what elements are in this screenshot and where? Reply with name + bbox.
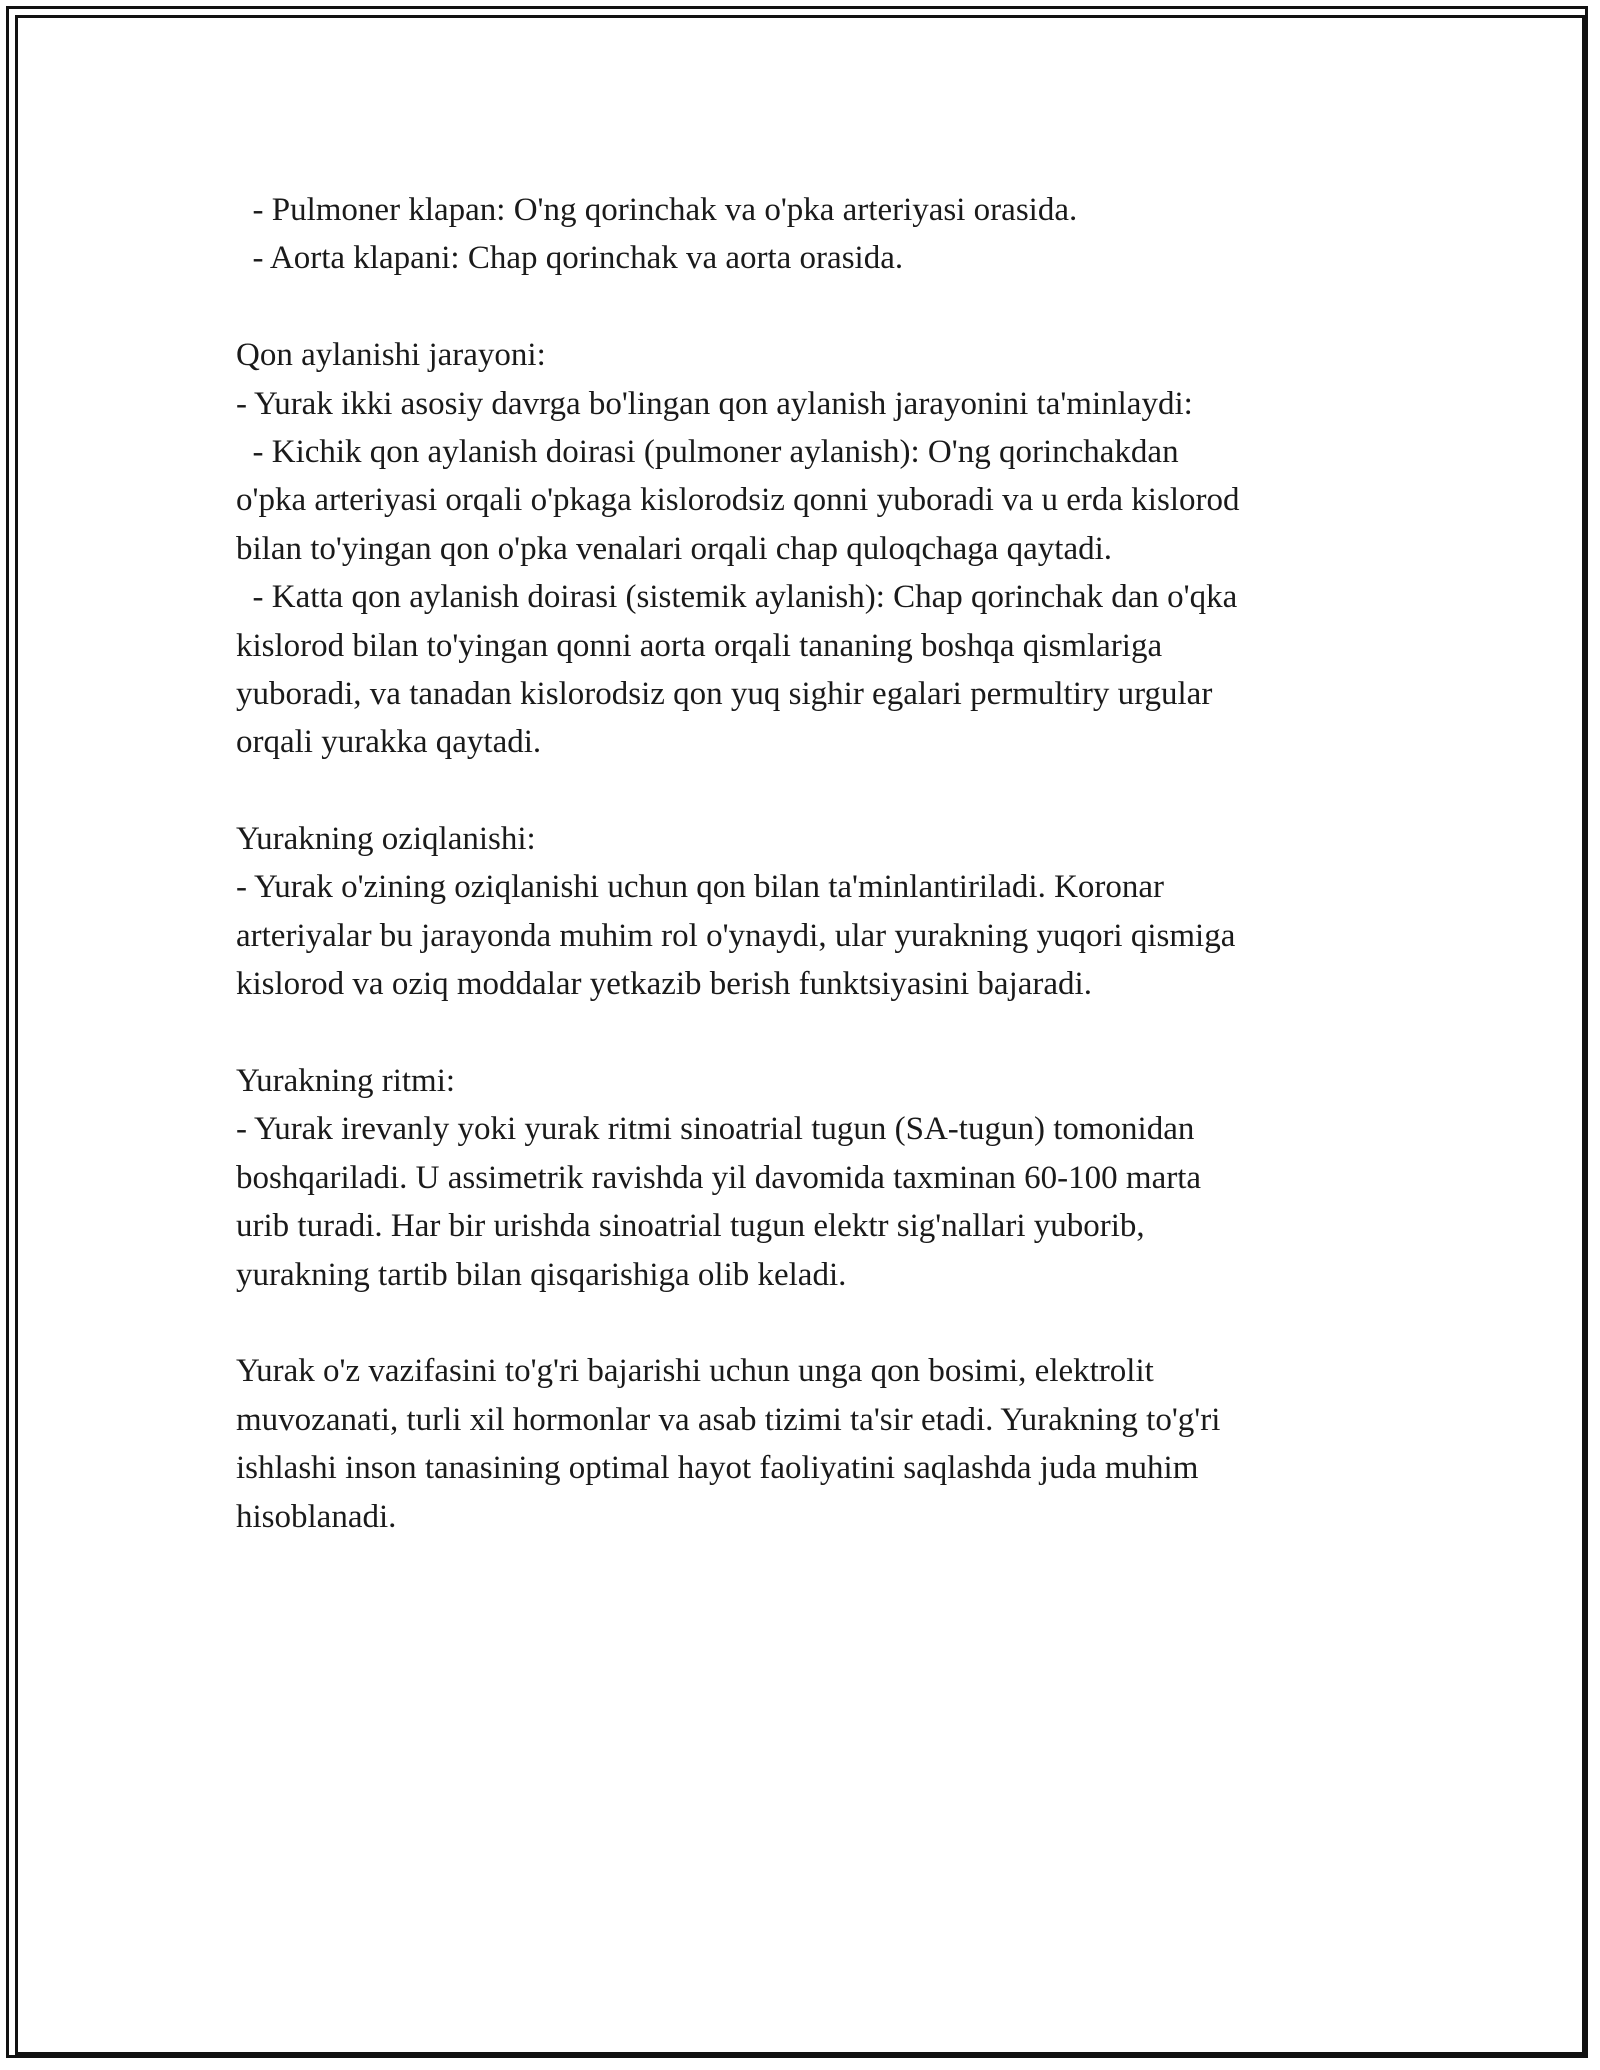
section-heading: Yurakning ritmi: bbox=[236, 1063, 456, 1100]
text-line: yurakning tartib bilan qisqarishiga olib keladi. bbox=[236, 1256, 847, 1293]
text-line: urib turadi. Har bir urishda sinoatrial tugun elektr sig'nallari yuborib, bbox=[236, 1208, 1145, 1245]
text-line: orqali yurakka qaytadi. bbox=[236, 724, 542, 761]
text-line: o'pka arteriyasi orqali o'pkaga kislorodsiz qonni yuboradi va u erda kislorod bbox=[236, 482, 1240, 519]
paragraph-gap bbox=[236, 767, 1376, 815]
section-circulation bbox=[236, 331, 1376, 767]
text-line: - Yurak irevanly yoki yurak ritmi sinoatrial tugun (SA-tugun) tomonidan bbox=[236, 1111, 1195, 1148]
text-line: bilan to'yingan qon o'pka venalari orqali chap quloqchaga qaytadi. bbox=[236, 530, 1113, 567]
list-item: - Pulmoner klapan: O'ng qorinchak va o'pka arteriyasi orasida. bbox=[236, 192, 1078, 228]
text-line: - Yurak ikki asosiy davrga bo'lingan qon aylanish jarayonini ta'minlaydi: bbox=[236, 385, 1193, 422]
section-rhythm bbox=[236, 1057, 1376, 1299]
text-line: Yurak o'z vazifasini to'g'ri bajarishi uchun unga qon bosimi, elektrolit bbox=[236, 1353, 1154, 1390]
text-line: yuboradi, va tanadan kislorodsiz qon yuq sighir egalari permultiry urgular bbox=[236, 675, 1213, 712]
text-line: hisoblanadi. bbox=[236, 1498, 397, 1535]
text-line: ishlashi inson tanasining optimal hayot faoliyatini saqlashda juda muhim bbox=[236, 1450, 1199, 1487]
text-line: kislorod va oziq moddalar yetkazib berish funktsiyasini bajaradi. bbox=[236, 966, 1092, 1003]
section-conclusion bbox=[236, 1347, 1376, 1541]
text-line: arteriyalar bu jarayonda muhim rol o'ynaydi, ular yurakning yuqori qismiga bbox=[236, 917, 1236, 954]
text-line: - Katta qon aylanish doirasi (sistemik aylanish): Chap qorinchak dan o'qka bbox=[236, 579, 1238, 616]
document-body bbox=[236, 186, 1376, 1541]
text-line: - Yurak o'zining oziqlanishi uchun qon bilan ta'minlantiriladi. Koronar bbox=[236, 869, 1165, 906]
paragraph-gap bbox=[236, 1299, 1376, 1347]
text-line: kislorod bilan to'yingan qonni aorta orqali tananing boshqa qismlariga bbox=[236, 627, 1163, 664]
text-line: - Kichik qon aylanish doirasi (pulmoner aylanish): O'ng qorinchakdan bbox=[236, 433, 1179, 470]
valves-list bbox=[236, 186, 1376, 283]
section-nutrition bbox=[236, 815, 1376, 1009]
text-line: muvozanati, turli xil hormonlar va asab tizimi ta'sir etadi. Yurakning to'g'ri bbox=[236, 1401, 1221, 1438]
list-item: - Aorta klapani: Chap qorinchak va aorta orasida. bbox=[236, 240, 904, 277]
paragraph-gap bbox=[236, 283, 1376, 331]
text-line: boshqariladi. U assimetrik ravishda yil davomida taxminan 60-100 marta bbox=[236, 1159, 1202, 1196]
paragraph-gap bbox=[236, 1009, 1376, 1057]
section-heading: Qon aylanishi jarayoni: bbox=[236, 337, 546, 374]
section-heading: Yurakning oziqlanishi: bbox=[236, 821, 536, 858]
